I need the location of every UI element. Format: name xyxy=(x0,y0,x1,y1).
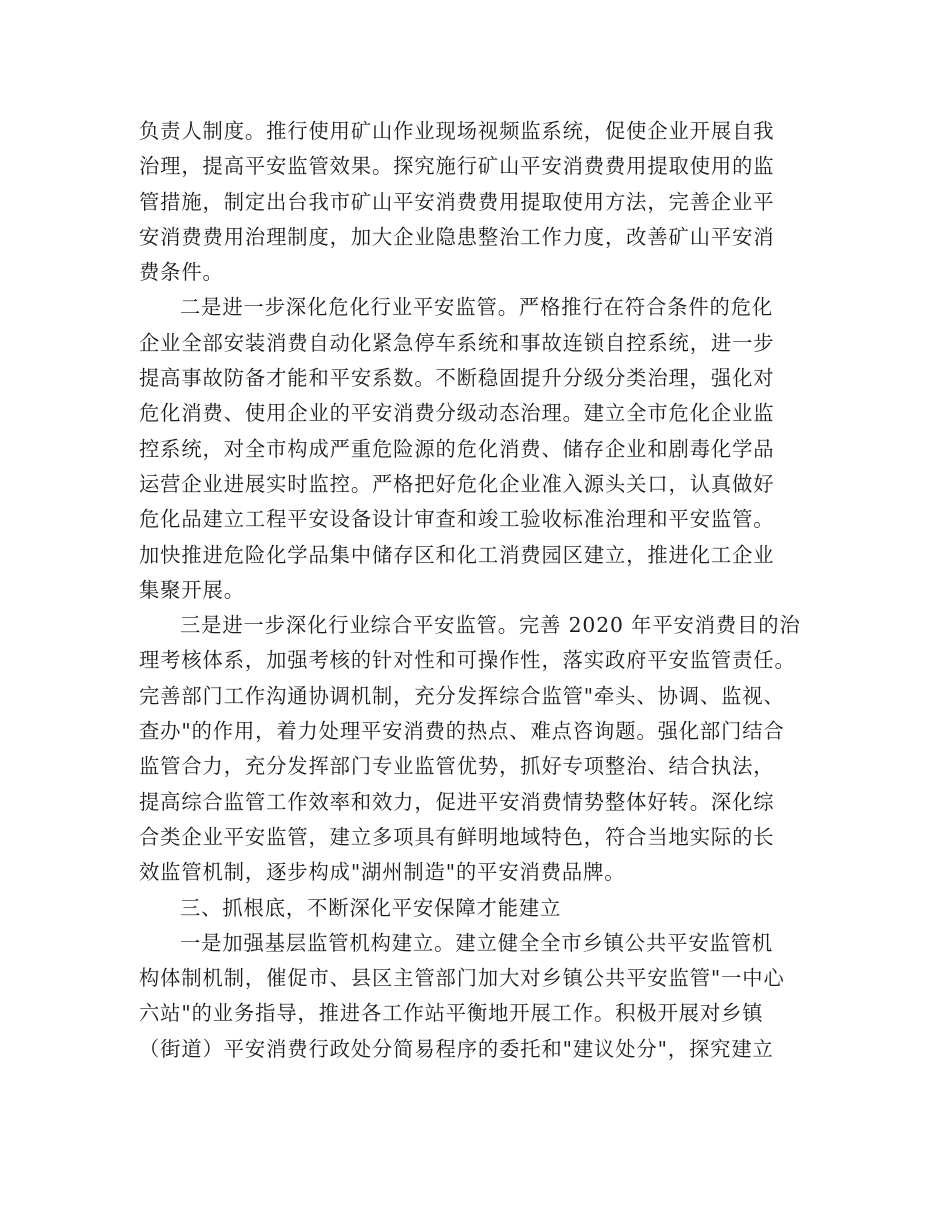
text-line: 监管合力，充分发挥部门专业监管优势，抓好专项整治、结合执法， xyxy=(139,754,775,779)
text-line: 企业全部安装消费自动化紧急停车系统和事故连锁自控系统，进一步 xyxy=(139,330,775,355)
text-line: 查办"的作用，着力处理平安消费的热点、难点咨询题。强化部门结合 xyxy=(139,719,785,744)
text-line: 管措施，制定出台我市矿山平安消费费用提取使用方法，完善企业平 xyxy=(139,189,775,214)
text-line: 效监管机制，逐步构成"湖州制造"的平安消费品牌。 xyxy=(139,860,626,885)
text-line: 合类企业平安监管，建立多项具有鲜明地域特色，符合当地实际的长 xyxy=(139,824,775,849)
text-line: （街道）平安消费行政处分简易程序的委托和"建议处分"，探究建立 xyxy=(139,1036,774,1061)
text-line: 费条件。 xyxy=(139,260,224,285)
text-line: 一是加强基层监管机构建立。建立健全全市乡镇公共平安监管机 xyxy=(180,930,774,955)
text-line: 三是进一步深化行业综合平安监管。完善 2020 年平安消费目的治 xyxy=(180,613,801,638)
body-text xyxy=(139,114,829,1067)
text-line: 负责人制度。推行使用矿山作业现场视频监系统，促使企业开展自我 xyxy=(139,119,775,143)
text-line: 安消费费用治理制度，加大企业隐患整治工作力度，改善矿山平安消 xyxy=(139,224,775,249)
text-line: 理考核体系，加强考核的针对性和可操作性，落实政府平安监管责任。 xyxy=(139,648,796,673)
text-line: 集聚开展。 xyxy=(139,577,245,602)
text-line: 提高综合监管工作效率和效力，促进平安消费情势整体好转。深化综 xyxy=(139,789,775,814)
text-line: 治理，提高平安监管效果。探究施行矿山平安消费费用提取使用的监 xyxy=(139,154,775,179)
text-line: 控系统，对全市构成严重危险源的危化消费、储存企业和剧毒化学品 xyxy=(139,436,775,461)
text-line: 完善部门工作沟通协调机制，充分发挥综合监管"牵头、协调、监视、 xyxy=(139,683,785,708)
text-line: 加快推进危险化学品集中储存区和化工消费园区建立，推进化工企业 xyxy=(139,542,775,567)
text-line: 运营企业进展实时监控。严格把好危化企业准入源头关口，认真做好 xyxy=(139,471,775,496)
text-line: 三、抓根底，不断深化平安保障才能建立 xyxy=(180,895,562,920)
text-line: 构体制机制，催促市、县区主管部门加大对乡镇公共平安监管"一中心 xyxy=(139,966,785,991)
text-line: 六站"的业务指导，推进各工作站平衡地开展工作。积极开展对乡镇 xyxy=(139,1001,764,1026)
text-line: 提高事故防备才能和平安系数。不断稳固提升分级分类治理，强化对 xyxy=(139,366,775,391)
text-line: 危化消费、使用企业的平安消费分级动态治理。建立全市危化企业监 xyxy=(139,401,775,426)
text-line: 二是进一步深化危化行业平安监管。严格推行在符合条件的危化 xyxy=(180,295,774,320)
text-line: 危化品建立工程平安设备设计审查和竣工验收标准治理和平安监管。 xyxy=(139,507,775,532)
